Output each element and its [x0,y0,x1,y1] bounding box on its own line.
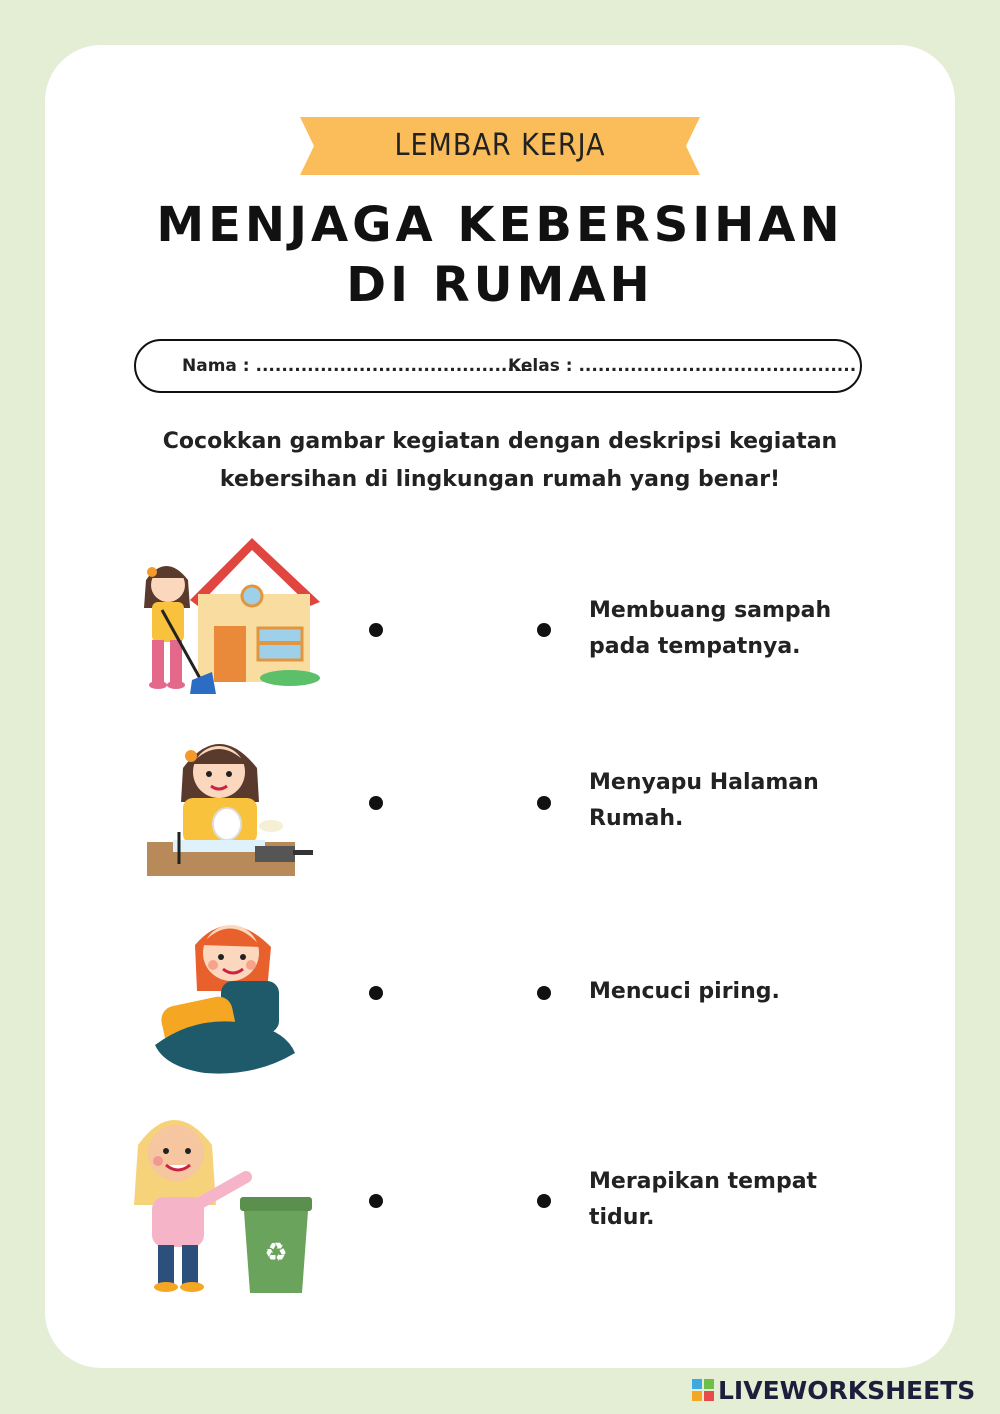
left-match-dot-1[interactable] [369,623,383,637]
liveworksheets-logo [692,1376,975,1404]
title-line-2: DI RUMAH [346,257,654,313]
description-3 [589,974,889,1010]
liveworksheets-brand-text: LIVEWORKSHEETS [718,1375,976,1405]
girl-sweeping-house-illustration [130,530,330,700]
left-match-dot-3[interactable] [369,986,383,1000]
banner [300,117,700,175]
girl-making-bed-illustration [155,905,295,1077]
description-2-line-1: Menyapu Halaman [589,770,819,795]
right-match-dot-2[interactable] [537,796,551,810]
instruction-line-2: kebersihan di lingkungan rumah yang benar! [219,467,781,492]
nama-field[interactable]: Nama : ........................................... [182,356,534,376]
page-title [100,195,900,315]
banner-label: LEMBAR KERJA [394,128,606,163]
title-line-1: MENJAGA KEBERSIHAN [156,197,844,253]
liveworksheets-icon [692,1379,714,1401]
girl-throwing-trash-illustration [130,1105,320,1295]
description-4-line-2: tidur. [589,1205,655,1230]
right-match-dot-4[interactable] [537,1194,551,1208]
girl-washing-dishes-illustration [143,728,318,880]
right-match-dot-3[interactable] [537,986,551,1000]
instruction [140,423,860,499]
left-match-dot-2[interactable] [369,796,383,810]
kelas-field[interactable]: Kelas : ........................................... [508,356,857,376]
description-1-line-2: pada tempatnya. [589,634,801,659]
name-class-box [134,339,862,393]
svg-text:♻: ♻ [264,1238,288,1268]
right-match-dot-1[interactable] [537,623,551,637]
description-1 [589,593,889,665]
description-1-line-1: Membuang sampah [589,598,832,623]
description-4-line-1: Merapikan tempat [589,1169,818,1194]
description-2-line-2: Rumah. [589,806,684,831]
description-4 [589,1164,889,1236]
description-2 [589,765,889,837]
instruction-line-1: Cocokkan gambar kegiatan dengan deskripsi kegiatan [162,429,838,454]
description-3-line-1: Mencuci piring. [589,979,780,1004]
left-match-dot-4[interactable] [369,1194,383,1208]
